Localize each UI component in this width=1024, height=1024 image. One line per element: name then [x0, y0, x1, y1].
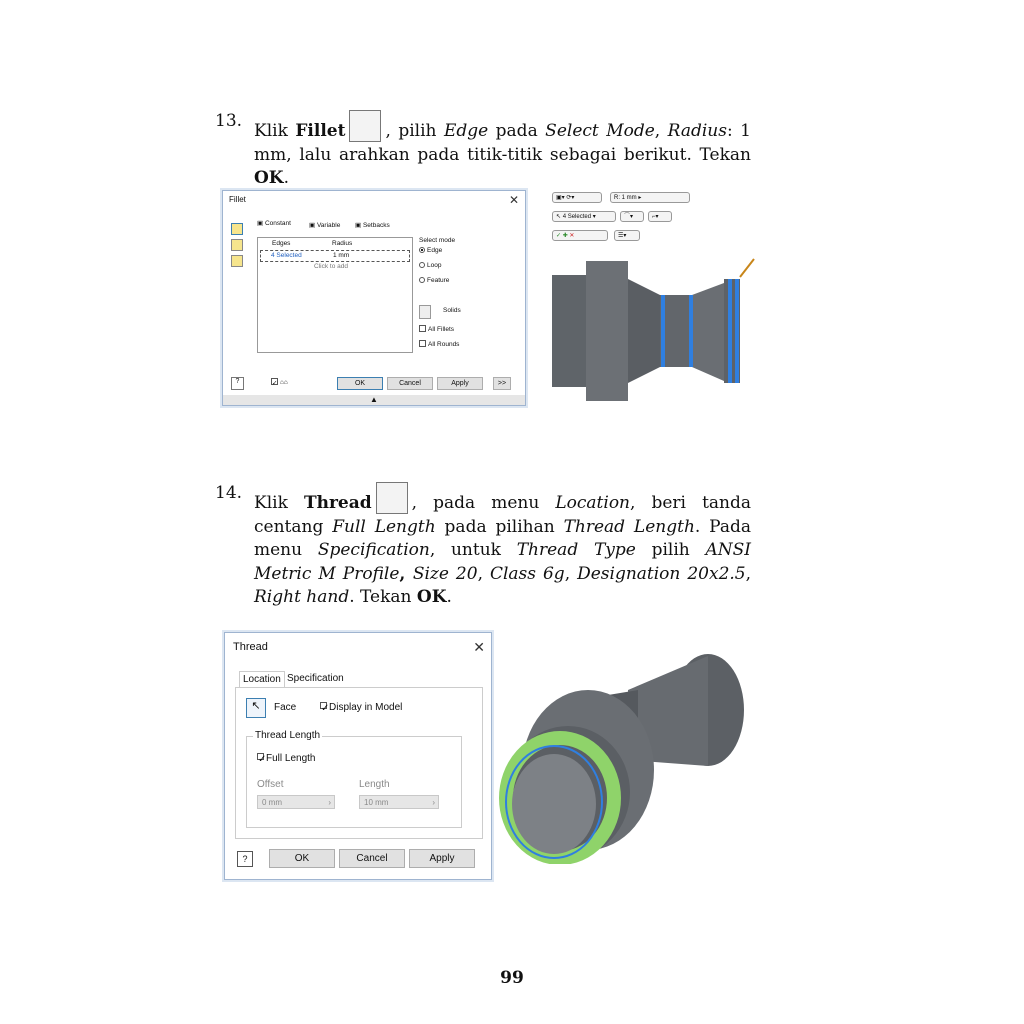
selection-dropdown[interactable]: ↖ 4 Selected ▾ — [552, 211, 616, 222]
text-run: , pada menu — [411, 493, 556, 513]
text-run: , — [477, 563, 490, 584]
text-run: Thread — [303, 493, 372, 513]
options-dropdown[interactable]: ☰▾ — [614, 230, 640, 241]
text-run: Size 20 — [412, 563, 478, 584]
all-fillets-checkbox[interactable]: All Fillets — [419, 325, 454, 333]
step-number: 13. — [215, 111, 243, 131]
text-run: Select Mode — [545, 121, 655, 141]
text-run: . Tekan — [349, 587, 417, 607]
text-run: Thread Type — [516, 540, 636, 560]
text-run: : 1 mm, lalu arahkan pada titik-titik sebagai berikut. Tekan — [254, 121, 751, 165]
text-run: Thread Length — [563, 516, 695, 537]
text-run: , — [399, 563, 413, 584]
face-fillet-icon[interactable] — [231, 239, 243, 251]
tab-location[interactable]: Location — [239, 671, 285, 687]
selected-edge-1 — [661, 295, 665, 367]
solids-label: Solids — [443, 307, 461, 314]
mode-loop[interactable]: Loop — [419, 262, 441, 269]
text-run: . — [283, 168, 289, 188]
help-icon[interactable]: ? — [231, 377, 244, 390]
ok-button[interactable]: OK — [269, 849, 335, 868]
radius-cell[interactable]: 1 mm — [333, 252, 350, 259]
solids-select-icon[interactable] — [419, 305, 431, 319]
offset-field[interactable]: 0 mm › — [257, 795, 335, 809]
thread-model-view — [498, 650, 750, 864]
text-run: , beri tanda centang — [254, 493, 751, 537]
more-button[interactable]: >> — [493, 377, 511, 390]
apply-button[interactable]: Apply — [409, 849, 475, 868]
text-run: , — [745, 563, 752, 584]
text-run: pada — [488, 121, 546, 141]
select-mode-label: Select mode — [419, 237, 456, 244]
text-run: . — [446, 587, 452, 607]
click-to-add[interactable]: Click to add — [314, 263, 348, 270]
corner-dropdown[interactable]: ⌐▾ — [648, 211, 672, 222]
dialog-title: Fillet — [229, 195, 246, 204]
face-label: Face — [274, 702, 297, 713]
constant-fillet-icon[interactable] — [231, 223, 243, 235]
model-cone — [692, 283, 724, 381]
length-field[interactable]: 10 mm › — [359, 795, 439, 809]
text-run: pilih — [635, 540, 706, 560]
text-run: , pilih — [385, 121, 444, 141]
text-run: , — [654, 121, 668, 141]
model-taper — [628, 279, 660, 383]
cancel-button[interactable]: Cancel — [339, 849, 405, 868]
thread-dialog — [224, 632, 492, 880]
full-length-checkbox[interactable]: ✓Full Length — [258, 753, 316, 765]
fillet-dialog — [222, 190, 526, 406]
collapse-arrow-icon[interactable]: ▲ — [223, 395, 525, 405]
text-run: OK — [416, 587, 447, 607]
ok-button[interactable]: OK — [337, 377, 383, 390]
model-bore — [512, 754, 596, 854]
step-14-text — [254, 482, 751, 610]
mode-edge[interactable]: Edge — [419, 247, 442, 254]
edges-table — [257, 237, 413, 353]
offset-label: Offset — [257, 779, 284, 790]
face-select-icon[interactable]: ↖ — [246, 698, 266, 718]
edges-cell: 4 Selected — [271, 252, 302, 259]
text-run: . Pada menu — [254, 516, 751, 560]
column-radius: Radius — [332, 240, 353, 247]
step-13-text — [254, 110, 751, 191]
tab-variable[interactable]: ▣ Variable — [309, 222, 341, 229]
help-icon[interactable]: ? — [237, 851, 253, 867]
column-edges: Edges — [272, 240, 291, 247]
text-run: , — [564, 563, 578, 584]
text-run: Radius — [667, 121, 727, 141]
close-icon[interactable]: ✕ — [473, 639, 485, 655]
text-run: Location — [555, 493, 631, 513]
apply-button[interactable]: Apply — [437, 377, 483, 390]
close-icon[interactable]: ✕ — [508, 193, 519, 207]
step-number: 14. — [215, 483, 243, 503]
thread-length-group — [246, 730, 462, 828]
fillet-tool-icon — [349, 110, 381, 142]
thread-length-label: Thread Length — [255, 730, 321, 741]
radius-field[interactable]: R: 1 mm ▸ — [610, 192, 690, 203]
text-run: OK — [254, 168, 284, 188]
tab-constant[interactable]: ▣ Constant — [257, 220, 291, 227]
selected-edge-3 — [728, 279, 732, 383]
selected-edge-4 — [735, 279, 739, 383]
text-run: Full Length — [332, 516, 436, 537]
fillet-model-view — [548, 255, 758, 405]
text-run: Fillet — [295, 121, 346, 141]
mode-feature[interactable]: Feature — [419, 277, 449, 284]
all-rounds-checkbox[interactable]: All Rounds — [419, 340, 459, 348]
dialog-title: Thread — [233, 641, 268, 653]
text-run: Specification — [317, 540, 430, 560]
text-run: Right hand — [254, 587, 350, 607]
model-flange — [586, 261, 628, 401]
text-run: , untuk — [429, 540, 517, 560]
preview-toggle[interactable]: ✓ ⌂⌂ — [272, 379, 288, 387]
text-run: Edge — [443, 121, 489, 141]
ok-apply-cancel-icons[interactable]: ✓ ✚ ✕ — [552, 230, 608, 241]
text-run: Designation 20x2.5 — [577, 563, 746, 584]
display-in-model-checkbox[interactable]: ✓Display in Model — [321, 702, 403, 714]
length-label: Length — [359, 779, 390, 790]
page-number: 99 — [500, 968, 524, 988]
tab-setbacks[interactable]: ▣ Setbacks — [355, 222, 390, 229]
text-run: Class 6g — [489, 563, 565, 584]
table-row[interactable] — [260, 250, 410, 262]
full-round-fillet-icon[interactable] — [231, 255, 243, 267]
mode-dropdowns[interactable]: ▣▾ ⟳▾ — [552, 192, 602, 203]
text-run: ANSI Metric M Profile — [254, 540, 751, 584]
tab-specification[interactable]: Specification — [287, 673, 344, 684]
type-dropdown[interactable]: ⌒▾ — [620, 211, 644, 222]
selected-edge-2 — [689, 295, 693, 367]
text-run: Klik — [254, 121, 296, 141]
thread-tool-icon — [376, 482, 408, 514]
cancel-button[interactable]: Cancel — [387, 377, 433, 390]
text-run: Klik — [254, 493, 304, 513]
text-run: pada pilihan — [435, 516, 564, 537]
location-panel — [235, 687, 483, 839]
pointer-arrow-icon — [740, 259, 754, 277]
